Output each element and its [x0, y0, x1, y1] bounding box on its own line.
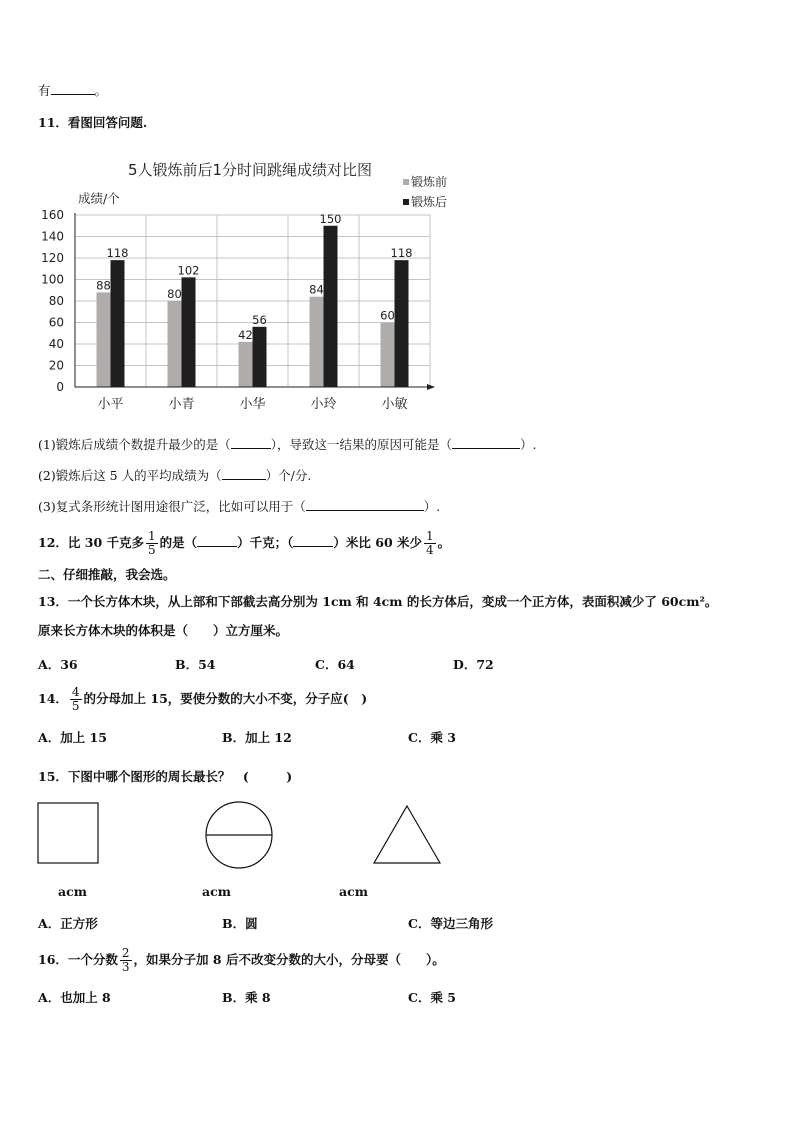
- q11-sub3-text-a: (3)复式条形统计图用途很广泛，比如可以用于（: [38, 499, 306, 514]
- q11-sub2-text-b: ）个/分.: [265, 468, 312, 483]
- q11-sub2: [38, 467, 311, 485]
- q12-fraction-1: [146, 530, 158, 557]
- triangle-shape: [374, 806, 440, 863]
- q14-text-b: 的分母加上 15，要使分数的大小不变，分子应( ): [83, 691, 368, 706]
- legend-label: 锻炼后: [411, 195, 448, 209]
- q12-blank-1[interactable]: [197, 534, 237, 547]
- q11-sub3-text-b: ）.: [423, 499, 441, 514]
- fragment-suffix: 。: [94, 83, 108, 98]
- q13-option-d[interactable]: D．72: [453, 657, 494, 672]
- bar-小青-锻炼前: [168, 301, 182, 387]
- q12-text-c: ）千克；（: [237, 535, 294, 550]
- bar-小玲-锻炼前: [310, 297, 324, 387]
- square-figure: [37, 802, 101, 866]
- bar-小平-锻炼前: [97, 292, 111, 387]
- circle-label: acm: [202, 884, 231, 899]
- y-tick-label: 80: [48, 294, 64, 308]
- q16-option-a[interactable]: A．也加上 8: [38, 990, 111, 1005]
- x-categories: [97, 396, 407, 412]
- q11-sub1-text-a: (1)锻炼后成绩个数提升最少的是（: [38, 437, 231, 452]
- q16-text-a: 16．一个分数: [38, 952, 118, 967]
- y-ticks: [41, 208, 64, 394]
- x-category-label: 小平: [97, 397, 124, 412]
- bar-小玲-锻炼后: [324, 226, 338, 387]
- q16-option-b[interactable]: B．乘 8: [222, 990, 271, 1005]
- y-tick-label: 140: [41, 229, 64, 244]
- fraction-denominator: 5: [148, 543, 156, 557]
- q11-sub1-blank-2[interactable]: [452, 436, 520, 449]
- q14-fraction: [70, 686, 82, 713]
- square-label: acm: [58, 884, 87, 899]
- fraction-denominator: 3: [121, 960, 130, 974]
- y-tick-label: 160: [41, 208, 64, 222]
- fraction-denominator: 5: [71, 699, 80, 713]
- q14-option-b[interactable]: B．加上 12: [222, 730, 292, 745]
- legend-swatch: [403, 179, 409, 185]
- q14-text-a: 14．: [38, 691, 68, 706]
- triangle-label: acm: [339, 884, 368, 899]
- x-category-label: 小敏: [381, 397, 408, 412]
- q15-option-c[interactable]: C．等边三角形: [408, 916, 493, 931]
- bar-小敏-锻炼前: [381, 323, 395, 388]
- q15-text: 15．下图中哪个图形的周长最长？ ( ): [38, 769, 293, 784]
- bar-value-label: 42: [238, 327, 253, 342]
- fraction-denominator: 4: [426, 543, 434, 557]
- bar-value-label: 84: [309, 282, 324, 297]
- bar-小青-锻炼后: [182, 277, 196, 387]
- fragment-prefix: 有: [38, 83, 51, 98]
- q12: [38, 524, 450, 562]
- bar-小华-锻炼后: [253, 327, 267, 387]
- q14-option-c[interactable]: C．乘 3: [408, 730, 456, 745]
- q11-sub1-blank-1[interactable]: [231, 436, 271, 449]
- bar-value-label: 60: [380, 308, 395, 323]
- bar-value-label: 102: [177, 263, 200, 278]
- bar-小敏-锻炼后: [395, 260, 409, 387]
- q13-option-a[interactable]: A．36: [38, 657, 78, 672]
- bar-value-label: 118: [390, 246, 413, 261]
- q12-text-b: 的是（: [159, 535, 198, 550]
- q15-option-b[interactable]: B．圆: [222, 916, 258, 931]
- q13-line-2: 原来长方体木块的体积是（ ）立方厘米。: [38, 623, 289, 638]
- triangle-figure: [372, 804, 442, 866]
- legend: [403, 174, 447, 209]
- fraction-numerator: 4: [71, 685, 80, 699]
- y-tick-label: 20: [48, 358, 64, 373]
- bar-value-label: 56: [252, 312, 267, 327]
- answer-fragment: [38, 82, 107, 100]
- q12-text-d: ）米比 60 米少: [333, 535, 423, 550]
- q12-text-a: 12．比 30 千克多: [38, 535, 144, 550]
- bar-value-label: 80: [167, 287, 182, 301]
- x-category-label: 小华: [239, 397, 266, 412]
- bar-chart: [30, 152, 450, 417]
- bar-value-label: 118: [106, 246, 129, 261]
- q16-option-c[interactable]: C．乘 5: [408, 990, 456, 1005]
- q14: [38, 678, 367, 720]
- y-tick-label: 100: [41, 272, 64, 287]
- y-axis-label: 成绩/个: [78, 191, 120, 206]
- bars: [96, 212, 412, 387]
- fraction-numerator: 1: [148, 529, 156, 543]
- bar-value-label: 150: [319, 211, 342, 226]
- q15-option-a[interactable]: A．正方形: [38, 916, 98, 931]
- q11-sub1-text-c: ）.: [519, 437, 537, 452]
- q11-sub3: [38, 498, 440, 516]
- y-tick-label: 0: [56, 380, 64, 394]
- y-tick-label: 60: [48, 315, 64, 330]
- q16: [38, 939, 445, 981]
- q11-sub2-text-a: (2)锻炼后这 5 人的平均成绩为（: [38, 468, 222, 483]
- q12-fraction-2: [424, 530, 436, 557]
- bar-value-label: 88: [96, 278, 111, 293]
- answer-blank[interactable]: [51, 82, 95, 95]
- x-category-label: 小青: [168, 397, 195, 412]
- q11-sub3-blank[interactable]: [306, 498, 424, 511]
- q16-text-b: ，如果分子加 8 后不改变分数的大小，分母要（ ）。: [133, 952, 445, 967]
- q12-blank-2[interactable]: [293, 534, 333, 547]
- section-2-heading: 二、仔细推敲，我会选。: [38, 567, 176, 582]
- q11-sub2-blank[interactable]: [222, 467, 266, 480]
- x-axis-arrow: [427, 384, 435, 390]
- chart-title: 5人锻炼前后1分时间跳绳成绩对比图: [127, 161, 373, 179]
- q11-sub1: [38, 436, 536, 454]
- fraction-numerator: 2: [121, 946, 130, 960]
- bar-小平-锻炼后: [111, 260, 125, 387]
- q11-sub1-text-b: ），导致这一结果的原因可能是（: [270, 437, 452, 452]
- square-shape: [38, 803, 98, 863]
- y-tick-label: 40: [48, 337, 64, 351]
- circle-figure: [204, 800, 274, 870]
- q11-label: 11．看图回答问题.: [38, 115, 148, 130]
- x-category-label: 小玲: [310, 397, 337, 412]
- legend-swatch: [403, 199, 409, 205]
- bar-小华-锻炼前: [239, 342, 253, 387]
- q13-option-c[interactable]: C．64: [315, 657, 355, 672]
- q12-text-e: 。: [437, 535, 451, 550]
- q13-line-1: 13．一个长方体木块，从上部和下部截去高分别为 1cm 和 4cm 的长方体后，变成一个正方体，表面积减少了 60cm²。: [38, 594, 718, 609]
- legend-label: 锻炼前: [411, 175, 448, 189]
- fraction-numerator: 1: [426, 529, 434, 543]
- q16-fraction: [120, 947, 132, 974]
- q13-option-b[interactable]: B．54: [175, 657, 216, 672]
- q14-option-a[interactable]: A．加上 15: [38, 730, 107, 745]
- y-tick-label: 120: [41, 251, 64, 265]
